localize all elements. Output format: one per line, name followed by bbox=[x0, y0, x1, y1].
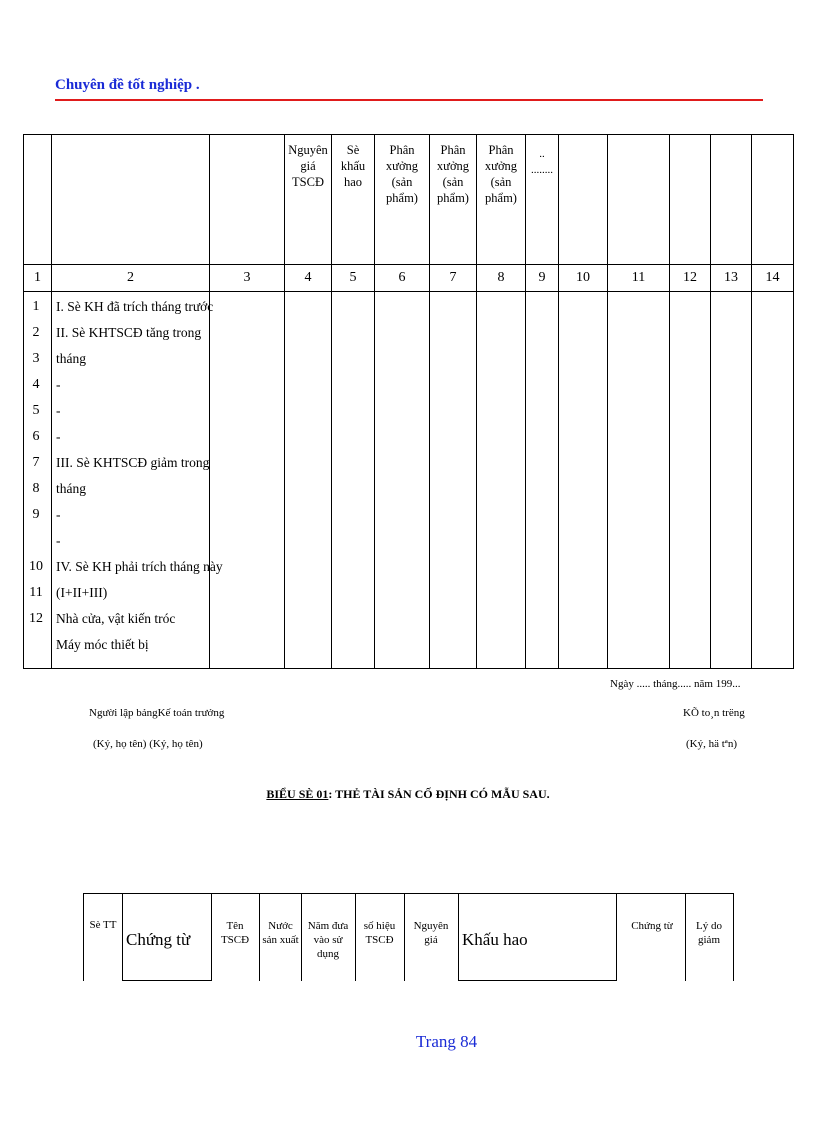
row-text: II. Sè KHTSCĐ tăng trong bbox=[56, 325, 202, 340]
col-number: 14 bbox=[765, 270, 780, 285]
col-number: 4 bbox=[304, 270, 312, 285]
row-number: 6 bbox=[32, 429, 40, 444]
row-number: 2 bbox=[32, 325, 40, 340]
document-header-title: Chuyên đề tốt nghiệp . bbox=[55, 77, 200, 93]
col-number: 6 bbox=[398, 270, 406, 285]
row-number: 1 bbox=[32, 299, 40, 314]
header-ten-tscd: Tên TSCĐ bbox=[220, 920, 250, 946]
row-number: 9 bbox=[32, 507, 40, 522]
header-khau-hao: Khấu hao bbox=[462, 930, 528, 949]
row-number: 11 bbox=[29, 585, 43, 600]
date-line: Ngày ..... tháng..... năm 199... bbox=[610, 678, 741, 690]
page-number: Trang 84 bbox=[415, 1032, 478, 1051]
col-number: 11 bbox=[631, 270, 646, 285]
header-so-khau-hao: Sè khấu hao bbox=[340, 143, 366, 189]
header-nguyen-gia-2: Nguyên giá bbox=[413, 920, 449, 946]
row-text: Nhà cửa, vật kiến tróc bbox=[56, 611, 176, 626]
signature-left-note: (Ký, họ tên) (Ký, họ tên) bbox=[93, 738, 203, 750]
col-number: 13 bbox=[724, 270, 738, 285]
section-title-code: BIỂU SÈ 01 bbox=[266, 787, 329, 801]
header-nuoc-san-xuat: Nước sản xuất bbox=[262, 920, 299, 946]
row-text: I. Sè KH đã trích tháng trước bbox=[56, 299, 214, 314]
col-number: 7 bbox=[449, 270, 457, 285]
row-number: 8 bbox=[32, 481, 40, 496]
col-number: 8 bbox=[497, 270, 505, 285]
header-ly-do-giam: Lý do giảm bbox=[696, 920, 722, 946]
header-so-tt: Sè TT bbox=[89, 919, 117, 931]
signature-left-title: Người lập bảngKế toán trưởng bbox=[89, 707, 225, 719]
col-number: 12 bbox=[683, 270, 697, 285]
row-text: Máy móc thiết bị bbox=[56, 637, 149, 652]
row-number: 5 bbox=[32, 403, 40, 418]
col-number: 5 bbox=[349, 270, 357, 285]
header-divider bbox=[55, 99, 763, 101]
header-chung-tu: Chứng từ bbox=[126, 930, 191, 949]
row-number: 12 bbox=[29, 611, 43, 626]
signature-right-note: (Ký, hä tªn) bbox=[686, 738, 737, 750]
row-text: - bbox=[56, 429, 61, 444]
row-number: 10 bbox=[29, 559, 43, 574]
header-so-hieu-tscd: số hiệu TSCĐ bbox=[363, 920, 396, 946]
header-chung-tu-2: Chứng từ bbox=[631, 920, 673, 932]
header-nam-dua-vao-su-dung: Năm đưa vào sử dụng bbox=[307, 920, 349, 960]
col-number: 2 bbox=[127, 270, 134, 285]
col-number: 3 bbox=[243, 270, 251, 285]
col-number: 9 bbox=[538, 270, 546, 285]
header-phan-xuong-3: Phân xưởng (sản phẩm) bbox=[484, 143, 518, 205]
row-text: (I+II+III) bbox=[56, 585, 108, 600]
col-number: 1 bbox=[34, 270, 41, 285]
row-text: - bbox=[56, 403, 61, 418]
header-phan-xuong-2: Phân xưởng (sản phẩm) bbox=[436, 143, 470, 205]
row-text: tháng bbox=[56, 481, 86, 496]
row-number: 4 bbox=[32, 377, 40, 392]
col-number: 10 bbox=[576, 270, 590, 285]
row-text: III. Sè KHTSCĐ giảm trong bbox=[56, 455, 210, 470]
row-text: - bbox=[56, 533, 61, 548]
row-text: - bbox=[56, 507, 61, 522]
row-text: IV. Sè KH phải trích tháng này bbox=[56, 559, 223, 574]
row-number: 3 bbox=[32, 351, 40, 366]
row-text: - bbox=[56, 377, 61, 392]
header-ellipsis: .. ........ bbox=[531, 148, 553, 176]
row-number: 7 bbox=[32, 455, 40, 470]
section-title-text: : THẺ TÀI SẢN CỐ ĐỊNH CÓ MẪU SAU. bbox=[328, 787, 550, 801]
header-phan-xuong-1: Phân xưởng (sản phẩm) bbox=[385, 143, 419, 205]
section-title bbox=[0, 787, 816, 802]
row-text: tháng bbox=[56, 351, 86, 366]
header-nguyen-gia: Nguyên giá TSCĐ bbox=[288, 143, 328, 189]
signature-right-title: KÕ to¸n trëng bbox=[683, 707, 745, 719]
